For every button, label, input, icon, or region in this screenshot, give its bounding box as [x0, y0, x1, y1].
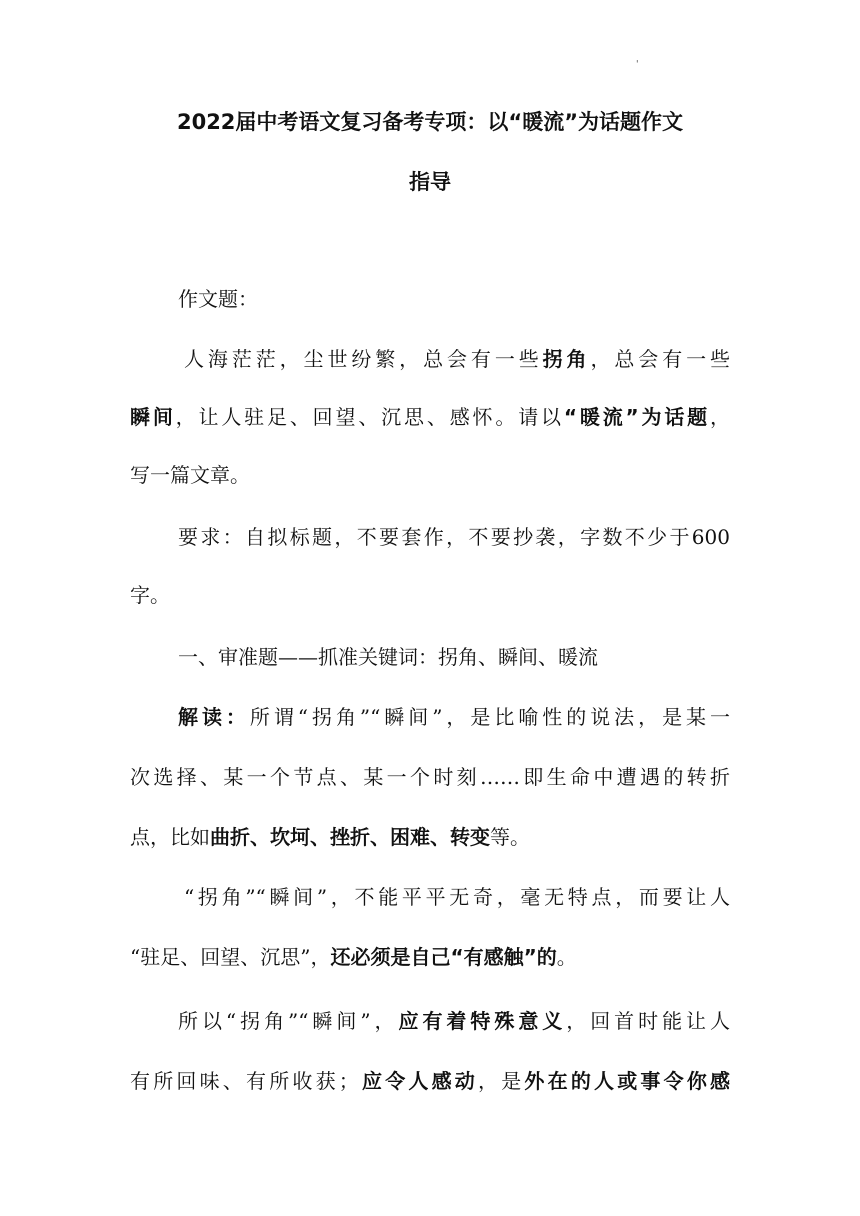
paragraph-text: 所以“拐角”“瞬间”， — [178, 1009, 399, 1033]
paragraph-emphasis: 还必须是自己“有感触”的 — [330, 945, 557, 969]
paragraph-3-line-2 — [130, 1066, 730, 1096]
prompt-label: 作文题： — [178, 287, 258, 311]
reading-text: 点，比如 — [130, 825, 210, 849]
section-heading: 一、审准题——抓准关键词：拐角、瞬间、暖流 — [178, 645, 598, 669]
prompt-text: ，让人驻足、回望、沉思、感怀。请以 — [175, 405, 564, 429]
page-tick-mark: ' — [636, 60, 639, 70]
paragraph-text: 。 — [556, 945, 577, 969]
prompt-paragraph-line-1 — [184, 344, 730, 374]
prompt-text: ，总会有一些 — [590, 347, 731, 371]
reading-label: 解读： — [178, 705, 250, 729]
paragraph-text: ，是 — [478, 1069, 525, 1093]
paragraph-text: ，回首时能让人 — [566, 1009, 731, 1033]
document-title-line-2: 指导 — [409, 170, 451, 194]
paragraph-emphasis: 应令人感动 — [358, 1069, 479, 1093]
requirement-line-1: 要求：自拟标题，不要套作，不要抄袭，字数不少于600 — [178, 525, 730, 549]
paragraph-3-line-1 — [178, 1006, 730, 1036]
requirement-line-2: 字。 — [130, 583, 170, 607]
prompt-text: 人海茫茫，尘世纷繁，总会有一些 — [184, 347, 543, 371]
prompt-text: ， — [710, 405, 731, 429]
reading-text: 所谓“拐角”“瞬间”，是比喻性的说法，是某一 — [249, 705, 731, 729]
keyword-topic: “暖流”为话题 — [563, 405, 711, 429]
prompt-paragraph-line-3: 写一篇文章。 — [130, 463, 250, 487]
reading-text: 等。 — [490, 825, 530, 849]
keyword-corner: 拐角 — [542, 347, 591, 371]
paragraph-emphasis: 外在的人或事令你感 — [524, 1069, 731, 1093]
reading-line-2: 次选择、某一个节点、某一个时刻……即生命中遭遇的转折 — [130, 765, 730, 789]
keyword-moment: 瞬间 — [130, 405, 176, 429]
paragraph-emphasis: 应有着特殊意义 — [398, 1009, 567, 1033]
paragraph-text: 有所回味、有所收获； — [130, 1069, 359, 1093]
paragraph-text: “驻足、回望、沉思”， — [130, 945, 331, 969]
prompt-paragraph-line-2 — [130, 402, 730, 432]
reading-keywords: 曲折、坎坷、挫折、困难、转变 — [210, 825, 490, 849]
reading-line-1 — [178, 702, 730, 732]
reading-line-3 — [130, 822, 730, 852]
document-title-line-1: 2022届中考语文复习备考专项：以“暖流”为话题作文 — [176, 110, 684, 134]
paragraph-2-line-2 — [130, 942, 730, 972]
paragraph-2-line-1: “拐角”“瞬间”，不能平平无奇，毫无特点，而要让人 — [184, 885, 730, 909]
